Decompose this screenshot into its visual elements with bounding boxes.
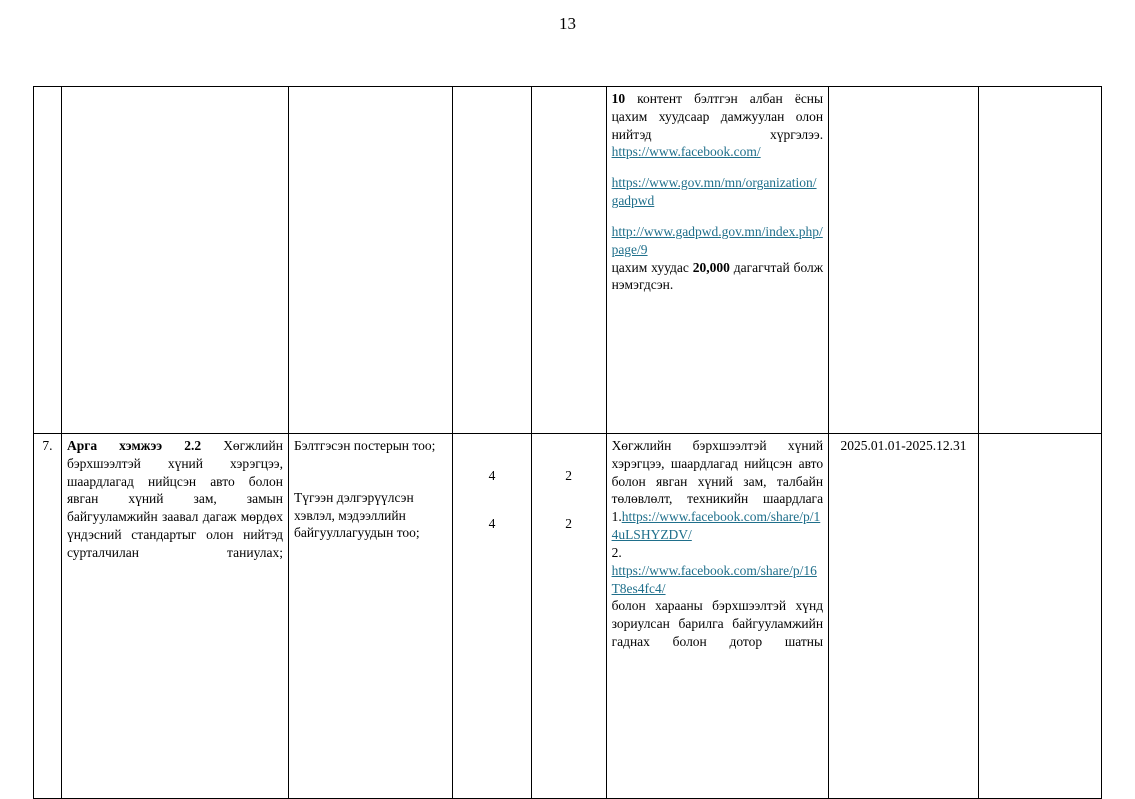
page-number: 13 (559, 14, 576, 33)
indicator-cell (288, 87, 452, 434)
report-table (33, 86, 1102, 799)
note-cell (978, 87, 1101, 434)
facebook-link[interactable]: https://www.facebook.com/ (611, 144, 761, 160)
result-cell (606, 434, 829, 799)
actual-value-2: 2 (565, 515, 572, 531)
result-lead-text: контент бэлтгэн албан ёсны цахим хуудсаар дамжуулан олон нийтэд хүргэлээ. (611, 91, 824, 142)
measure-cell (61, 87, 288, 434)
gadpwd-page-link[interactable]: http://www.gadpwd.gov.mn/index.php/page/9 (611, 223, 823, 257)
result-lead-count: 10 (611, 91, 626, 106)
spacer (612, 210, 824, 223)
facebook-share-link-1[interactable]: https://www.facebook.com/share/p/14uLSHYZDV/ (611, 509, 821, 543)
indicator-first: Бэлтгэсэн постерын тоо; (293, 438, 436, 453)
actual-value-1: 2 (565, 468, 572, 483)
plan-cell (453, 87, 531, 434)
plan-value-2: 4 (488, 515, 496, 531)
measure-title: Арга хэмжээ 2.2 (66, 438, 202, 453)
result-tail: болон харааны бэрхшээлтэй хүнд зориулсан барилга байгууламжийн гаднах болон дотор шатны (611, 598, 824, 649)
measure-cell (61, 434, 288, 799)
actual-cell (531, 87, 606, 434)
result-item-2-number: 2. (611, 544, 622, 560)
indicator-cell (288, 434, 452, 799)
row-number-cell (34, 87, 62, 434)
facebook-share-link-2[interactable]: https://www.facebook.com/share/p/16T8es4fc4/ (611, 562, 817, 596)
gov-organization-link[interactable]: https://www.gov.mn/mn/organization/gadpwd (611, 175, 817, 209)
actual-cell (531, 434, 606, 799)
result-cell (606, 87, 829, 434)
result-intro: Хөгжлийн бэрхшээлтэй хүний хэрэгцээ, шаардлагад нийцсэн авто болон явган хүний зам, талбайн төлөвлөлт, техникийн шаардлага (611, 438, 824, 507)
date-cell: 2025.01.01-2025.12.31 (829, 434, 979, 799)
table-row (34, 434, 1102, 799)
result-tail-after: дагагчтай болж нэмэгдсэн. (611, 259, 824, 293)
table-row (34, 87, 1102, 434)
result-tail-before: цахим хуудас (611, 259, 689, 275)
result-item-1-number: 1. (611, 509, 622, 525)
indicator-second: Түгээн дэлгэрүүлсэн хэвлэл, мэдээллийн байгууллагуудын тоо; (293, 489, 420, 541)
note-cell (978, 434, 1101, 799)
plan-value-1: 4 (488, 468, 496, 483)
plan-cell (453, 434, 531, 799)
row-number-cell: 7. (34, 434, 62, 799)
date-cell (829, 87, 979, 434)
measure-text: Хөгжлийн бэрхшээлтэй хүний хэрэгцээ, шаардлагад нийцсэн авто болон явган хүний зам, замын байгууламжийн заавал дагаж мөрдөх үндэсний стандартыг олон нийтэд сурталчилан таниулах; (66, 438, 283, 560)
spacer (612, 161, 824, 174)
result-follower-count: 20,000 (692, 259, 730, 275)
